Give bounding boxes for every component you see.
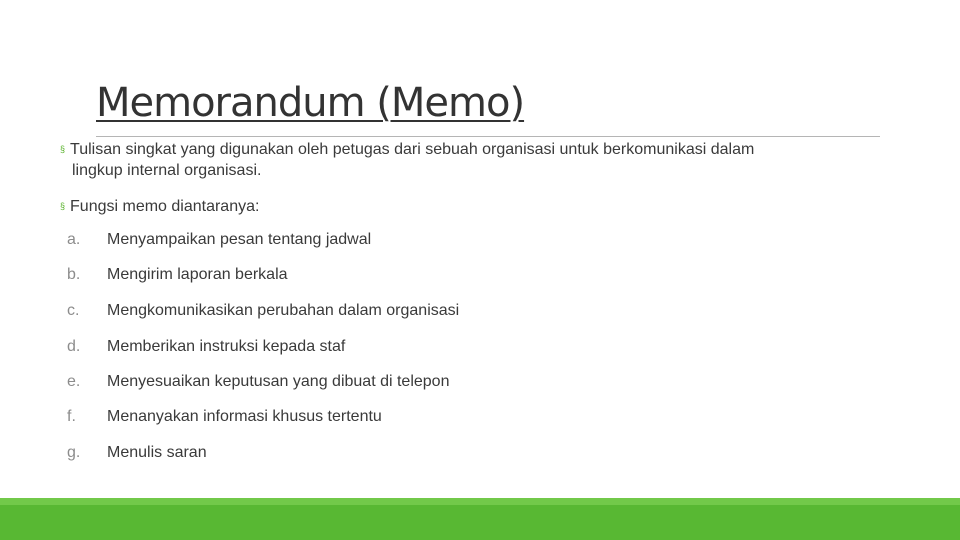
bullet-icon: § [60,144,66,154]
definition-paragraph [60,139,754,181]
list-marker: g. [67,444,81,461]
list-item-text: Mengirim laporan berkala [107,266,288,283]
definition-line-2: lingkup internal organisasi. [72,162,262,179]
title-divider [96,136,880,137]
slide-title: Memorandum (Memo) [96,80,525,126]
definition-line-1: Tulisan singkat yang digunakan oleh petugas dari sebuah organisasi untuk berkomunikasi dalam [70,141,755,158]
list-item-text: Menulis saran [107,444,207,461]
list-item-text: Menyampaikan pesan tentang jadwal [107,231,372,248]
list-marker: f. [67,408,76,425]
list-item-text: Mengkomunikasikan perubahan dalam organisasi [107,302,460,319]
list-marker: a. [67,231,81,248]
list-item-text: Memberikan instruksi kepada staf [107,338,346,355]
footer-highlight [0,498,960,505]
list-marker: c. [67,302,80,319]
list-marker: d. [67,338,81,355]
list-item-text: Menyesuaikan keputusan yang dibuat di telepon [107,373,450,390]
list-marker: e. [67,373,81,390]
functions-heading-text: Fungsi memo diantaranya: [70,198,260,215]
footer-band [0,498,960,540]
functions-heading [60,196,259,217]
bullet-icon: § [60,201,66,211]
list-marker: b. [67,266,81,283]
list-item-text: Menanyakan informasi khusus tertentu [107,408,382,425]
